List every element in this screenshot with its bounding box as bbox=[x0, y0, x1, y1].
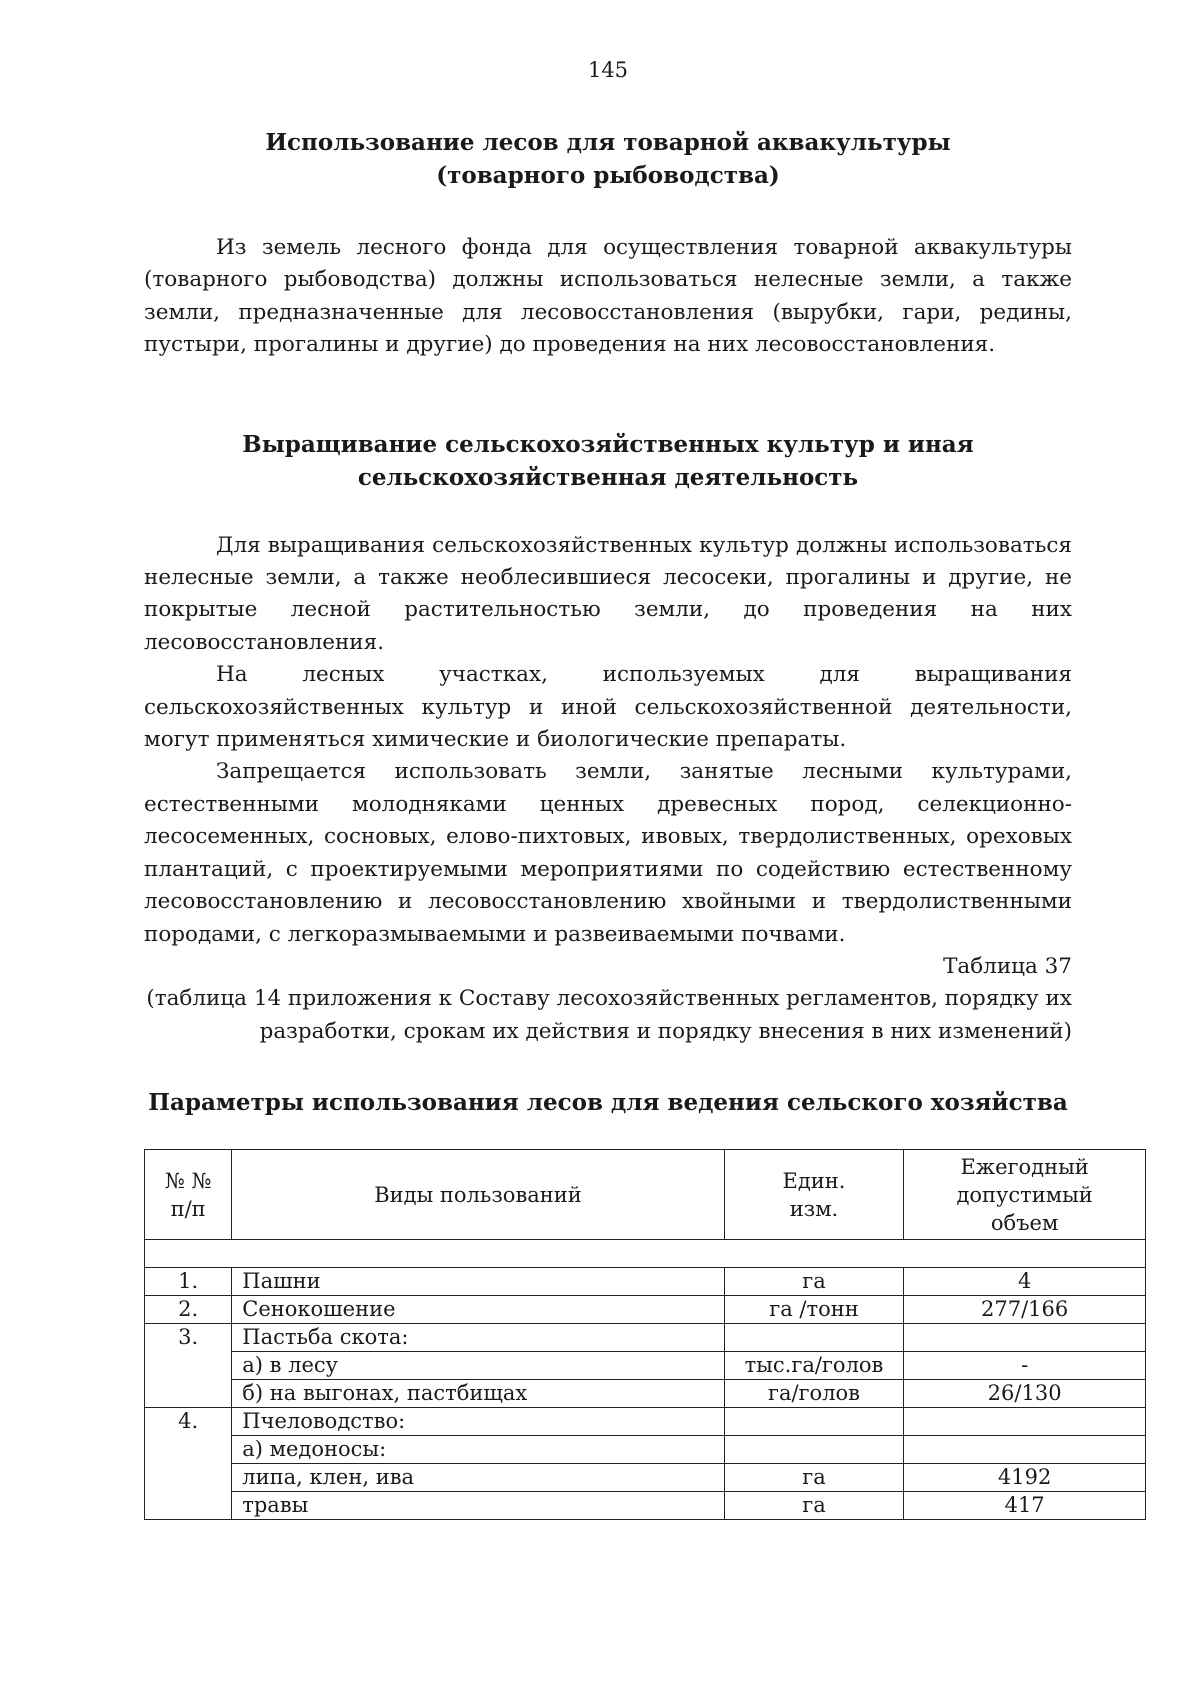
header-unit-line2: изм. bbox=[789, 1196, 839, 1221]
cell-number: 4. bbox=[145, 1408, 232, 1520]
cell-type: Сенокошение bbox=[232, 1296, 724, 1324]
cell-value bbox=[904, 1436, 1146, 1464]
table-row bbox=[145, 1324, 1146, 1352]
cell-value bbox=[904, 1408, 1146, 1436]
cell-type: Пашни bbox=[232, 1268, 724, 1296]
cell-type: травы bbox=[232, 1492, 724, 1520]
cell-unit: га bbox=[724, 1268, 904, 1296]
cell-type: Пчеловодство: bbox=[232, 1408, 724, 1436]
section-aquaculture-title-line2: (товарного рыбоводства) bbox=[436, 162, 780, 189]
agriculture-paragraph: Для выращивания сельскохозяйственных культур должны использоваться нелесные земли, а также необлесившиеся лесосеки, прогалины и другие, не покрытые лесной растительностью земли, до проведения на них лесовосстановления. bbox=[144, 532, 1072, 655]
cell-type: а) в лесу bbox=[232, 1352, 724, 1380]
header-unit bbox=[724, 1150, 904, 1240]
section-agriculture-title-line2: сельскохозяйственная деятельность bbox=[357, 463, 859, 491]
table-row bbox=[145, 1268, 1146, 1296]
table-row bbox=[145, 1492, 1146, 1520]
cell-unit bbox=[724, 1324, 904, 1352]
cell-value: 26/130 bbox=[904, 1380, 1146, 1408]
agriculture-parameters-table bbox=[144, 1149, 1146, 1520]
table-spacer-row bbox=[145, 1240, 1146, 1268]
section-agriculture-title bbox=[144, 428, 1072, 494]
cell-value: - bbox=[904, 1352, 1146, 1380]
cell-type: б) на выгонах, пастбищах bbox=[232, 1380, 724, 1408]
header-number bbox=[145, 1150, 232, 1240]
cell-value: 4 bbox=[904, 1268, 1146, 1296]
header-unit-line1: Един. bbox=[782, 1168, 846, 1193]
header-volume bbox=[904, 1150, 1146, 1240]
agriculture-paragraph: Запрещается использовать земли, занятые лесными культурами, естественными молодняками ценных древесных пород, селекционно-лесосеменных, сосновых, елово-пихтовых, ивовых, твердолиственных, ореховых плантаций, с проектируемыми мероприятиями по содействию естественному лесовосстановлению и лесовосстановлению хвойными и твердолиственными породами, с легкоразмываемыми и развеиваемыми почвами. bbox=[144, 759, 1072, 947]
aquaculture-paragraph: Из земель лесного фонда для осуществления товарной аквакультуры (товарного рыбоводства) должны использоваться нелесные земли, а также земли, предназначенные для лесовосстановления (вырубки, гари, редины, пустыри, прогалины и другие) до проведения на них лесовосстановления. bbox=[144, 235, 1072, 358]
table-row bbox=[145, 1352, 1146, 1380]
header-volume-line1: Ежегодный bbox=[960, 1154, 1089, 1179]
cell-type: Пастьба скота: bbox=[232, 1324, 724, 1352]
section-aquaculture-title-line1: Использование лесов для товарной аквакультуры bbox=[265, 129, 951, 156]
cell-unit: га bbox=[724, 1492, 904, 1520]
header-volume-line3: объем bbox=[990, 1210, 1059, 1235]
header-number-line2: п/п bbox=[170, 1196, 206, 1221]
table-row bbox=[145, 1408, 1146, 1436]
header-volume-line2: допустимый bbox=[956, 1182, 1093, 1207]
table-number: Таблица 37 bbox=[943, 953, 1072, 979]
cell-value bbox=[904, 1324, 1146, 1352]
section-agriculture-title-line1: Выращивание сельскохозяйственных культур и иная bbox=[242, 430, 974, 458]
header-type: Виды пользований bbox=[232, 1150, 724, 1240]
agriculture-paragraph: На лесных участках, используемых для выращивания сельскохозяйственных культур и иной сельскохозяйственной деятельности, могут применяться химические и биологические препараты. bbox=[144, 662, 1072, 753]
cell-type: липа, клен, ива bbox=[232, 1464, 724, 1492]
table-reference-line1: (таблица 14 приложения к Составу лесохозяйственных регламентов, порядку их bbox=[146, 986, 1072, 1012]
table-header-row bbox=[145, 1150, 1146, 1240]
cell-unit: га bbox=[724, 1464, 904, 1492]
table-title: Параметры использования лесов для ведения сельского хозяйства bbox=[148, 1089, 1068, 1117]
cell-value: 417 bbox=[904, 1492, 1146, 1520]
cell-unit bbox=[724, 1436, 904, 1464]
cell-number: 2. bbox=[145, 1296, 232, 1324]
table-row bbox=[145, 1436, 1146, 1464]
cell-unit bbox=[724, 1408, 904, 1436]
table-row bbox=[145, 1464, 1146, 1492]
cell-value: 4192 bbox=[904, 1464, 1146, 1492]
cell-unit: га/голов bbox=[724, 1380, 904, 1408]
cell-unit: га /тонн bbox=[724, 1296, 904, 1324]
cell-unit: тыс.га/голов bbox=[724, 1352, 904, 1380]
cell-number: 3. bbox=[145, 1324, 232, 1408]
table-reference-line2: разработки, срокам их действия и порядку внесения в них изменений) bbox=[259, 1018, 1072, 1044]
cell-value: 277/166 bbox=[904, 1296, 1146, 1324]
table-row bbox=[145, 1380, 1146, 1408]
cell-type: а) медоносы: bbox=[232, 1436, 724, 1464]
table-row bbox=[145, 1296, 1146, 1324]
cell-number: 1. bbox=[145, 1268, 232, 1296]
page-number: 145 bbox=[587, 58, 629, 82]
section-aquaculture-title bbox=[144, 126, 1072, 192]
header-number-line1: № № bbox=[164, 1168, 212, 1193]
spacer-cell bbox=[145, 1240, 1146, 1268]
